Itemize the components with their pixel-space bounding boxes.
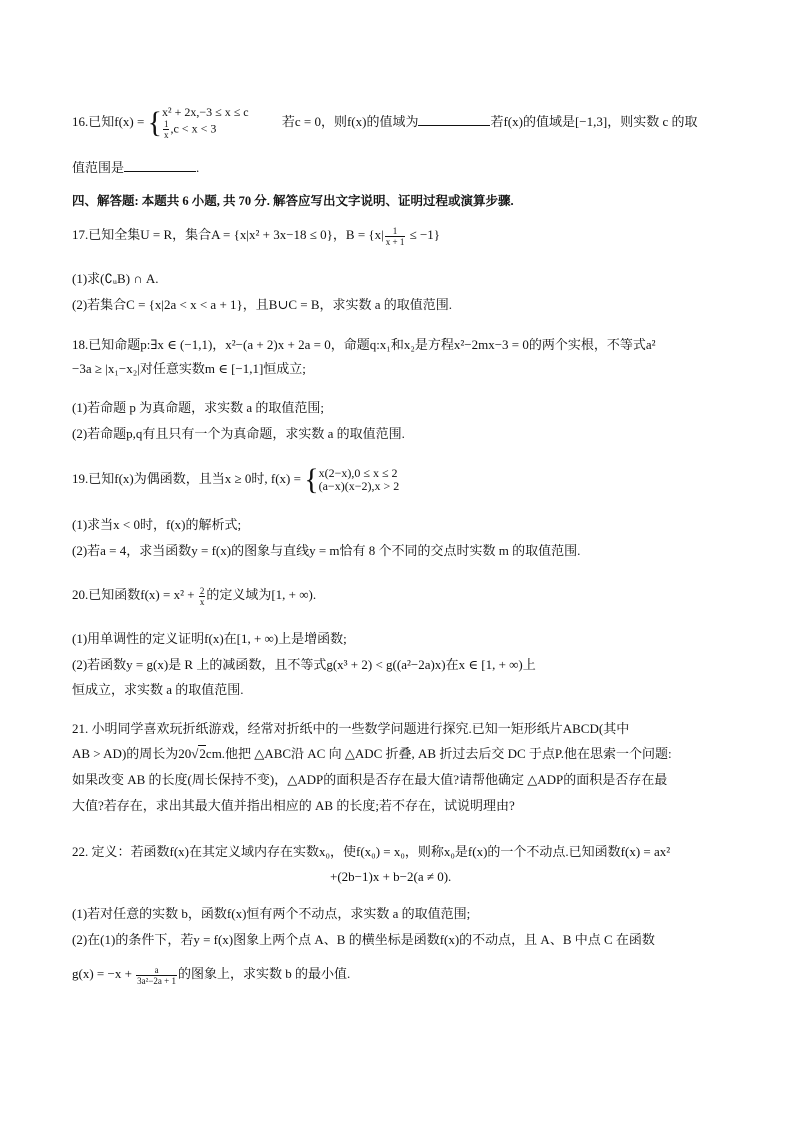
q21-line1: 21. 小明同学喜欢玩折纸游戏，经常对折纸中的一些数学问题进行探究.已知一矩形纸片ABCD(其中 (72, 721, 630, 736)
q16-line2: 值范围是 . (72, 160, 200, 175)
q17-part2: (2)若集合C = {x|2a < x < a + 1}，且B∪C = B，求实数 a 的取值范围. (72, 297, 453, 312)
q20-part2: (2)若函数y = g(x)是 R 上的减函数，且不等式g(x³ + 2) < g((a²−2a)x)在x ∈ [1, + ∞)上 (72, 657, 536, 672)
q17-stem: 17.已知全集U = R，集合A = {x|x² + 3x−18 ≤ 0}，B = {x| $\frac{1}{x + 1}$ ≤ −1} (72, 225, 441, 247)
q19-piecewise (319, 467, 400, 493)
q16-piecewise (162, 106, 249, 140)
q21-line3: 如果改变 AB 的长度(周长保持不变)，△ADP的面积是否存在最大值?请帮他确定 △ADP的面积是否存在最 (72, 772, 668, 787)
q21-line2: AB > AD)的周长为20√2cm.他把 △ABC沿 AC 向 △ADC 折叠, AB 折过去后交 DC 于点P.他在思索一个问题: (72, 746, 672, 761)
q22-part3: g(x) = −x + $\frac{a}{\text{3a²−2a + 1}}$ 的图象上，求实数 b 的最小值. (72, 964, 351, 986)
q21-line4: 大值?若存在，求出其最大值并指出相应的 AB 的长度;若不存在，试说明理由? (72, 798, 515, 813)
q19-part2: (2)若a = 4，求当函数y = f(x)的图象与直线y = m恰有 8 个不同的交点时实数 m 的取值范围. (72, 543, 581, 558)
q16-case1: x² + 2x,−3 ≤ x ≤ c (161, 105, 249, 120)
q22-part1: (1)若对任意的实数 b，函数f(x)恒有两个不动点，求实数 a 的取值范围; (72, 906, 471, 921)
q22-line2: +(2b−1)x + b−2(a ≠ 0). (330, 869, 452, 884)
q18-stem-line2: −3a ≥ |x₁−x₂|对任意实数m ∈ [−1,1]恒成立; (72, 361, 306, 376)
q16-blank2[interactable] (124, 158, 196, 172)
q19-case1: x(2−x),0 ≤ x ≤ 2 (318, 466, 398, 481)
q19-stem: 19.已知f(x)为偶函数，且当x ≥ 0时, f(x) = { x(2−x),0 ≤ x ≤ 2 (a−x)(x−2),x > 2 (72, 463, 400, 497)
sqrt-symbol: √ (191, 746, 199, 761)
case-brace: { (304, 463, 319, 497)
q16-case2-fraction: $\frac{1}{x}$ (163, 119, 169, 141)
q19-case2: (a−x)(x−2),x > 2 (318, 479, 400, 494)
q16-text2: 若f(x)的值域是[−1,3]，则实数 c 的取 (490, 114, 698, 129)
q22-line1: 22. 定义：若函数f(x)在其定义域内存在实数x₀，使f(x₀) = x₀，则称x₀是f(x)的一个不动点.已知函数f(x) = ax² (72, 844, 671, 859)
q18-stem-line1: 18.已知命题p:∃x ∈ (−1,1)，x²−(a + 2)x + 2a = 0，命题q:x₁和x₂是方程x²−2mx−3 = 0的两个实根，不等式a² (72, 337, 656, 352)
q20-stem: 20.已知函数f(x) = x² + $\frac{2}{x}$ 的定义域为[1, + ∞). (72, 585, 317, 607)
q22-fraction: $\frac{a}{\text{3a²−2a + 1}}$ (137, 964, 176, 986)
q16-line1 (72, 102, 697, 142)
section-heading: 四、解答题: 本题共 6 小题, 共 70 分. 解答应写出文字说明、证明过程或演算步骤. (72, 194, 514, 208)
case-brace: { (147, 106, 162, 140)
q18-part2: (2)若命题p,q有且只有一个为真命题，求实数 a 的取值范围. (72, 426, 405, 441)
q17-fraction: $\frac{1}{x + 1}$ (385, 225, 405, 247)
q17-part1: (1)求(∁ᵤB) ∩ A. (72, 271, 159, 286)
q16-blank1[interactable] (418, 112, 490, 126)
q20-part1: (1)用单调性的定义证明f(x)在[1, + ∞)上是增函数; (72, 631, 347, 646)
q16-case2: ,c < x < 3 (170, 121, 217, 136)
q16-lead: 16.已知f(x) = (72, 114, 148, 129)
q22-part2: (2)在(1)的条件下，若y = f(x)图象上两个点 A、B 的横坐标是函数f(x)的不动点，且 A、B 中点 C 在函数 (72, 932, 655, 947)
q20-fraction: $\frac{2}{x}$ (199, 585, 205, 607)
q16-text1: 若c = 0，则f(x)的值域为 (281, 114, 419, 129)
q20-part3: 恒成立，求实数 a 的取值范围. (72, 682, 244, 697)
q18-part1: (1)若命题 p 为真命题，求实数 a 的取值范围; (72, 400, 325, 415)
q19-part1: (1)求当x < 0时，f(x)的解析式; (72, 517, 242, 532)
